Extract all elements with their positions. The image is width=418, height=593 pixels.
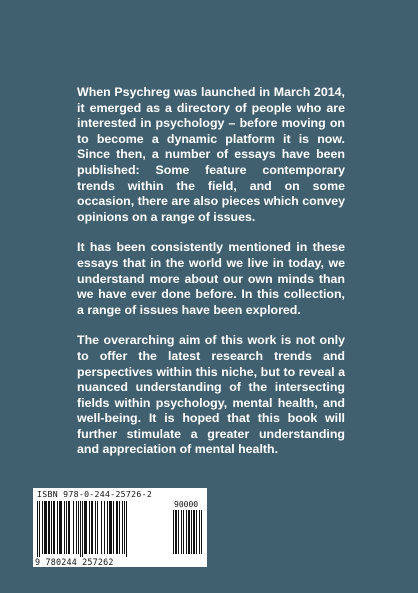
barcode-bar (76, 501, 77, 554)
blurb-paragraph-3: The overarching aim of this work is not only to offer the latest research trends and perspectives within this niche, but to reveal a nuanced understanding of the intersecting fields within psychology, mental health, and well-being. It is hoped that this book will further stimulate a greater understanding and appreciation of mental health. (77, 333, 345, 457)
barcode-bar (188, 510, 190, 554)
barcode-bar (183, 510, 184, 554)
barcode-bar (199, 510, 200, 554)
blurb-paragraph-2: It has been consistently mentioned in these essays that in the world we live in today, we understand more about our own minds than we have ever done before. In this collection, a range of issues have been explored. (77, 240, 345, 317)
barcode-bar (113, 501, 114, 554)
ean-digits: 9 780244 257262 (35, 557, 175, 567)
barcode-bar (82, 501, 83, 559)
barcode-bar (42, 501, 43, 554)
barcode-bar (107, 501, 108, 554)
barcode-bar (201, 510, 202, 554)
barcode-bar (68, 501, 70, 554)
barcode-bar (97, 501, 98, 554)
barcode-bar (109, 501, 112, 554)
isbn-barcode (33, 488, 207, 567)
barcode-bar (37, 501, 38, 559)
barcode-bar (59, 501, 62, 554)
barcode-bar (84, 501, 87, 554)
barcode-bar (64, 501, 65, 554)
barcode-bar (196, 510, 197, 554)
barcode-bar (104, 501, 105, 554)
barcode-bar (124, 501, 125, 554)
barcode-bar (91, 501, 93, 554)
barcode-bar (116, 501, 118, 554)
barcode-bar (126, 501, 127, 559)
addon-code: 90000 (174, 500, 199, 509)
barcode-bar (178, 510, 179, 554)
barcode-bar (191, 510, 192, 554)
barcode-bar (53, 501, 55, 554)
barcode-bar (57, 501, 58, 554)
barcode-bar (44, 501, 47, 554)
barcode-bar (173, 510, 174, 554)
barcode-bar (51, 501, 52, 554)
blurb-paragraph-1: When Psychreg was launched in March 2014, it emerged as a directory of people who are interested in psychology – before moving on to become a dynamic platform it is now. Since then, a number of essays have been published: Some feature contemporary trends within the field, and on some occasion, there are also pieces which convey opinions on a range of issues. (77, 85, 345, 224)
ean-barcode-bars (37, 501, 168, 559)
barcode-bar (73, 501, 74, 554)
barcode-bar (193, 510, 195, 554)
barcode-bar (80, 501, 81, 559)
barcode-bar (175, 510, 177, 554)
barcode-bar (39, 501, 40, 559)
barcode-bar (66, 501, 67, 554)
barcode-bar (186, 510, 187, 554)
addon-barcode-bars (173, 510, 203, 559)
barcode-bar (48, 501, 50, 554)
barcode-bar (95, 501, 96, 554)
barcode-bar (78, 501, 79, 554)
barcode-bar (89, 501, 90, 554)
barcode-bar (181, 510, 182, 554)
barcode-bar (101, 501, 102, 554)
barcode-bar (119, 501, 120, 554)
barcode-bar (122, 501, 123, 554)
isbn-label: ISBN 978-0-244-25726-2 (37, 489, 153, 499)
blurb-text (77, 85, 345, 473)
